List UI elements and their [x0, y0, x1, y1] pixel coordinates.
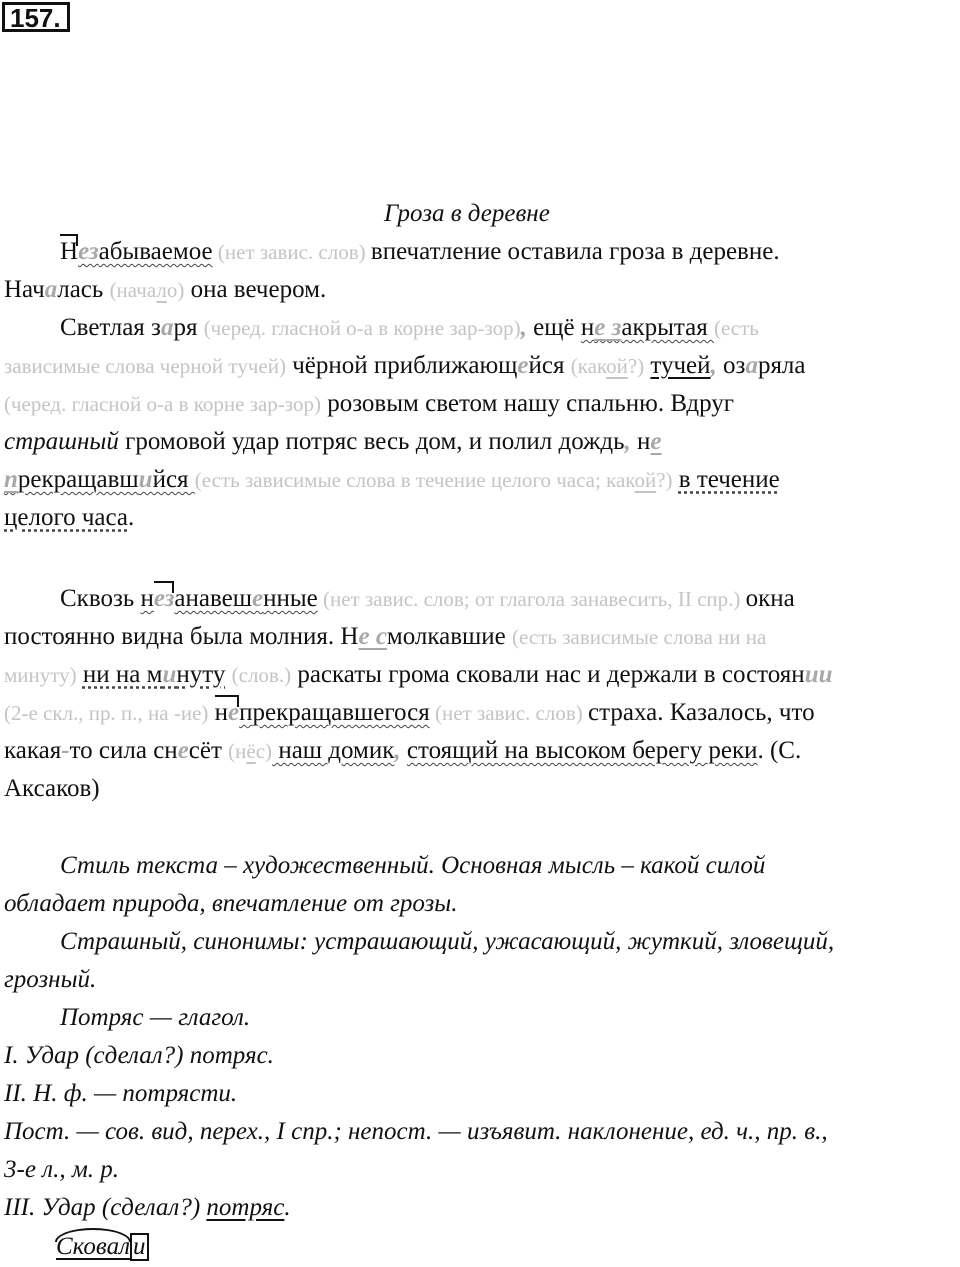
p1-line-7: прекращавшийся (есть зависимые слова в течение целого часа; какой?) в течение [4, 466, 780, 493]
p1-line-5: (черед. гласной о-а в корне зар-зор) розовым светом нашу спальню. Вдруг [4, 390, 735, 417]
comment: (нёс) [228, 739, 273, 763]
word-neprekrashchavshiysya: прекращавшийся [4, 466, 195, 493]
comment: (нет завис. слов) [429, 701, 589, 725]
phrase-ni-na-minutu: ни на минуту [82, 661, 226, 688]
morph-line-4: 3-е л., м. р. [4, 1156, 120, 1183]
p2-line-1: Сквозь незанавешенные (нет завис. слов; от глагола занавесить, II спр.) окна [60, 585, 795, 612]
verb-heading: Потряс — глагол. [60, 1004, 251, 1031]
word-skovali [56, 1233, 149, 1261]
word-neprekrashchavshegosya: непрекращавшегося [214, 699, 430, 726]
synonyms-line-2: грозный. [4, 966, 97, 993]
p1-line-2: Началась (начало) она вечером. [4, 276, 327, 303]
p1-line-6: страшный громовой удар потряс весь дом, и полил дождь, не [4, 428, 662, 455]
word-ne-zakrytaya: не закрытая [580, 314, 714, 341]
comment: (нет завис. слов; от глагола занавесить, II спр.) [317, 587, 746, 611]
p2-line-2: постоянно видна была молния. Не смолкавшие (есть зависимые слова ни на [4, 623, 767, 650]
comment: (есть зависимые слова ни на [512, 625, 767, 649]
comment: (черед. гласной о-а в корне зар-зор) [203, 316, 521, 340]
morph-line-5: III. Удар (сделал?) потряс. [4, 1194, 291, 1221]
word-nezanaveshennye: незанавешенные [140, 585, 318, 612]
p1-line-3: Светлая заря (черед. гласной о-а в корне зар-зор), ещё не закрытая (есть [60, 314, 759, 341]
comment: (есть [713, 316, 759, 340]
comment: (слов.) [231, 663, 292, 687]
comment: (какой?) [570, 354, 645, 378]
root-mark: Сковал [56, 1233, 130, 1260]
comment: минуту) [4, 663, 77, 687]
prefix-mark: не [214, 699, 240, 726]
phrase-stoyashchiy: стоящий на высоком берегу реки [406, 737, 758, 764]
morph-line-1: I. Удар (сделал?) потряс. [4, 1042, 274, 1069]
p1-line-8: целого часа. [4, 504, 135, 531]
p1-line-4: зависимые слова черной тучей) чёрной приближающейся (какой?) тучей, озаряла [4, 352, 806, 379]
comment: (начало) [109, 278, 185, 302]
p2-line-6: Аксаков) [4, 775, 100, 802]
p2-line-5: какая-то сила снесёт (нёс) наш домик, стоящий на высоком берегу реки. (С. [4, 737, 802, 764]
prefix-mark: Н [60, 238, 79, 265]
prefix-mark: ез [153, 585, 175, 612]
comment: (2-е скл., пр. п., на -ие) [4, 701, 209, 725]
text-title: Гроза в деревне [384, 200, 550, 227]
morph-line-3: Пост. — сов. вид, перех., I спр.; непост. — изъявит. наклонение, ед. ч., пр. в., [4, 1118, 828, 1145]
style-line-2: обладает природа, впечатление от грозы. [4, 890, 458, 917]
ending-box: и [130, 1233, 149, 1261]
comment: (черед. гласной о-а в корне зар-зор) [4, 392, 321, 416]
word-nezabyvaemoe: Незабываемое [60, 238, 213, 265]
p1-line-1: Незабываемое (нет завис. слов) впечатление оставила гроза в деревне. [60, 238, 780, 265]
style-line-1: Стиль текста – художественный. Основная мысль – какой силой [60, 852, 766, 879]
comment: зависимые слова черной тучей) [4, 354, 286, 378]
p2-line-3: минуту) ни на минуту (слов.) раскаты грома сковали нас и держали в состоянии [4, 661, 833, 688]
comment: (есть зависимые слова в течение целого часа; какой?) [194, 468, 673, 492]
task-number: 157. [2, 2, 70, 32]
morph-line-2: II. Н. ф. — потрясти. [4, 1080, 238, 1107]
synonyms-line-1: Страшный, синонимы: устрашающий, ужасающий, жуткий, зловещий, [60, 928, 835, 955]
comment: (нет завис. слов) [212, 240, 371, 264]
p2-line-4: (2-е скл., пр. п., на -ие) непрекращавшегося (нет завис. слов) страха. Казалось, что [4, 699, 815, 726]
